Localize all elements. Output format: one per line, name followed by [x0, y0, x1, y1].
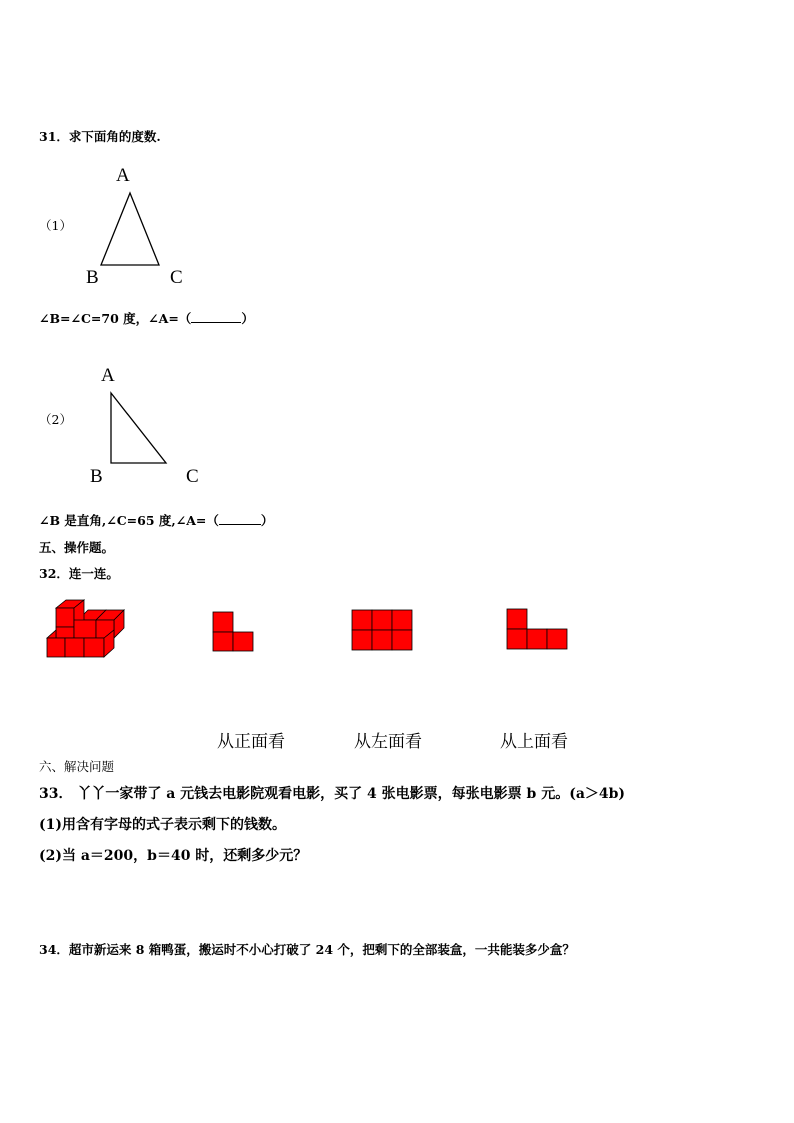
q33-title: 33． 丫丫一家带了 a 元钱去电影院观看电影，买了 4 张电影票，每张电影票 b 元。(a＞4b) [39, 786, 626, 802]
q33-part1: (1)用含有字母的式子表示剩下的钱数。 [39, 817, 286, 833]
fig1-label-a: A [116, 165, 130, 186]
fig1-part-label: （1） [39, 218, 72, 233]
fig2-label-c: C [186, 466, 199, 487]
fig1-condition-close: ） [241, 311, 254, 326]
square-cell [507, 609, 527, 629]
fig2-label-a: A [101, 365, 115, 386]
fig1-label-b: B [86, 267, 99, 288]
q31-title: 31．求下面角的度数. [39, 129, 161, 144]
fig2-label-b: B [90, 466, 103, 487]
view-label-left: 从左面看 [354, 732, 422, 752]
section5-title: 五、操作题。 [39, 540, 115, 555]
fig2-condition-text: ∠B 是直角,∠C=65 度,∠A=（ [39, 513, 219, 528]
fig2-condition-close: ） [260, 513, 274, 528]
section6-title: 六、解决问题 [39, 759, 115, 774]
q32-title: 32．连一连。 [39, 566, 119, 581]
fig2-part-label: （2） [39, 412, 72, 427]
square-cell [507, 629, 527, 649]
square-cell [527, 629, 547, 649]
view-label-front: 从正面看 [217, 732, 285, 752]
fig1-label-c: C [170, 267, 183, 288]
q33-part2: (2)当 a＝200，b＝40 时，还剩多少元？ [39, 848, 308, 864]
square-cell [547, 629, 567, 649]
q34-title: 34．超市新运来 8 箱鸭蛋，搬运时不小心打破了 24 个，把剩下的全部装盒，一共能装多少盒？ [39, 942, 575, 957]
fig1-condition-text: ∠B=∠C=70 度，∠A=（ [39, 311, 192, 326]
view-label-top: 从上面看 [500, 732, 568, 752]
